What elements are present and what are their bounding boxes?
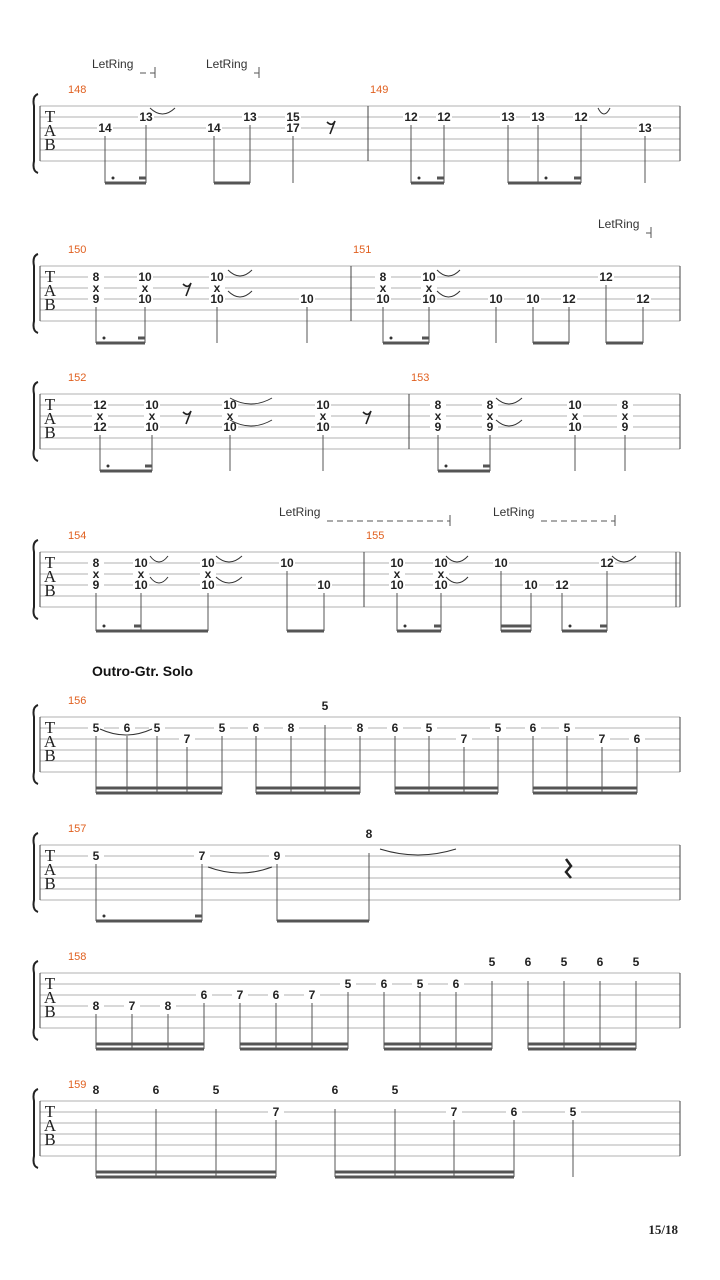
- fret-number: 10: [316, 420, 330, 434]
- fret-number: 10: [280, 556, 294, 570]
- fret-number: 12: [93, 398, 107, 412]
- fret-number: 5: [494, 721, 502, 735]
- tie-arc: [216, 577, 242, 583]
- tie-arc: [598, 108, 610, 114]
- fret-number: 10: [210, 292, 224, 306]
- tab-system: [34, 540, 681, 631]
- fret-number: 10: [317, 578, 331, 592]
- fret-number: x: [148, 409, 156, 423]
- fret-number: x: [137, 567, 145, 581]
- tab-clef-letter: B: [44, 746, 56, 765]
- fret-number: 17: [286, 121, 300, 135]
- fret-number: 6: [529, 721, 537, 735]
- fret-number: 5: [563, 721, 571, 735]
- tab-clef-letter: T: [44, 395, 56, 414]
- fret-number: 6: [452, 977, 460, 991]
- fret-number: 7: [460, 732, 468, 746]
- system-bracket: [34, 705, 39, 784]
- fret-number: x: [141, 281, 149, 295]
- fret-number: 9: [92, 578, 100, 592]
- tab-system: [34, 700, 681, 793]
- fret-number: 10: [434, 556, 448, 570]
- fret-number: x: [621, 409, 629, 423]
- measure-number: 148: [68, 84, 87, 96]
- fret-number: 10: [316, 398, 330, 412]
- system-bracket: [34, 94, 39, 173]
- fret-number: 5: [92, 849, 100, 863]
- fret-number: 6: [391, 721, 399, 735]
- tab-system: [34, 382, 681, 471]
- measure-number: 153: [411, 372, 430, 384]
- fret-number: 10: [489, 292, 503, 306]
- fret-number: 10: [145, 398, 159, 412]
- tab-clef-letter: B: [44, 423, 56, 442]
- dot: [390, 337, 393, 340]
- tie-arc: [228, 291, 252, 297]
- tab-system: [34, 828, 681, 921]
- let-ring-label: LetRing: [493, 505, 535, 519]
- fret-number: 10: [376, 292, 390, 306]
- fret-number: 10: [526, 292, 540, 306]
- fret-number: 8: [92, 999, 100, 1013]
- fret-number: 6: [524, 955, 532, 969]
- tab-clef-letter: A: [43, 732, 57, 751]
- quarter-rest: [566, 859, 571, 878]
- fret-number: x: [434, 409, 442, 423]
- tab-clef-letter: A: [43, 860, 57, 879]
- fret-number: 7: [450, 1105, 458, 1119]
- fret-number: 10: [568, 420, 582, 434]
- tab-clef-letter: A: [43, 988, 57, 1007]
- measure-number: 157: [68, 823, 87, 835]
- tab-clef-letter: B: [44, 581, 56, 600]
- tab-clef-letter: A: [43, 1116, 57, 1135]
- fret-number: x: [437, 567, 445, 581]
- fret-number: 6: [200, 988, 208, 1002]
- system-bracket: [34, 382, 39, 461]
- fret-number: 10: [422, 292, 436, 306]
- fret-number: 10: [390, 578, 404, 592]
- tab-clef-letter: A: [43, 567, 57, 586]
- eighth-rest: [183, 411, 191, 424]
- eighth-rest: [183, 283, 191, 296]
- fret-number: 10: [524, 578, 538, 592]
- fret-number: 10: [300, 292, 314, 306]
- fret-number: x: [571, 409, 579, 423]
- tie-arc: [150, 556, 168, 562]
- fret-number: 5: [321, 699, 329, 713]
- fret-number: x: [96, 409, 104, 423]
- fret-number: 8: [379, 270, 387, 284]
- fret-number: 5: [153, 721, 161, 735]
- fret-number: 12: [636, 292, 650, 306]
- fret-number: 5: [212, 1083, 220, 1097]
- measure-number: 152: [68, 372, 87, 384]
- tab-clef-letter: T: [44, 553, 56, 572]
- tab-clef-letter: B: [44, 874, 56, 893]
- fret-number: 9: [273, 849, 281, 863]
- fret-number: 9: [92, 292, 100, 306]
- tab-clef-letter: T: [44, 846, 56, 865]
- tab-system: [34, 254, 681, 343]
- fret-number: 7: [128, 999, 136, 1013]
- fret-number: 10: [138, 270, 152, 284]
- fret-number: 10: [134, 578, 148, 592]
- fret-number: x: [92, 281, 100, 295]
- fret-number: 12: [404, 110, 418, 124]
- page-number: 15/18: [648, 1222, 678, 1237]
- fret-number: 7: [198, 849, 206, 863]
- fret-number: 10: [434, 578, 448, 592]
- fret-number: 5: [92, 721, 100, 735]
- tab-clef-letter: T: [44, 1102, 56, 1121]
- fret-number: 7: [183, 732, 191, 746]
- let-ring-label: LetRing: [206, 57, 248, 71]
- tab-clef-letter: B: [44, 135, 56, 154]
- dot: [569, 625, 572, 628]
- measure-number: 159: [68, 1079, 87, 1091]
- tie-arc: [208, 867, 272, 873]
- dot: [103, 915, 106, 918]
- fret-number: 9: [434, 420, 442, 434]
- fret-number: 12: [93, 420, 107, 434]
- tie-arc: [446, 577, 468, 583]
- system-bracket: [34, 254, 39, 333]
- tab-clef-letter: T: [44, 267, 56, 286]
- fret-number: 5: [218, 721, 226, 735]
- fret-number: 10: [223, 398, 237, 412]
- tab-clef-letter: B: [44, 295, 56, 314]
- measure-number: 155: [366, 530, 385, 542]
- measure-number: 151: [353, 244, 372, 256]
- fret-number: 8: [287, 721, 295, 735]
- fret-number: 10: [201, 578, 215, 592]
- tie-arc: [150, 577, 168, 583]
- tie-arc: [437, 291, 460, 297]
- system-bracket: [34, 540, 39, 619]
- fret-number: 10: [134, 556, 148, 570]
- fret-number: 8: [92, 1083, 100, 1097]
- fret-number: 5: [560, 955, 568, 969]
- fret-number: 12: [437, 110, 451, 124]
- tab-clef-letter: B: [44, 1130, 56, 1149]
- fret-number: 15: [286, 110, 300, 124]
- fret-number: x: [379, 281, 387, 295]
- let-ring-label: LetRing: [92, 57, 134, 71]
- fret-number: 12: [555, 578, 569, 592]
- eighth-rest: [363, 411, 371, 424]
- tie-arc: [496, 420, 522, 426]
- fret-number: 10: [494, 556, 508, 570]
- fret-number: x: [486, 409, 494, 423]
- fret-number: 13: [139, 110, 153, 124]
- tie-arc: [380, 849, 456, 855]
- fret-number: 8: [434, 398, 442, 412]
- fret-number: 6: [380, 977, 388, 991]
- fret-number: 5: [416, 977, 424, 991]
- tab-system: [34, 1084, 681, 1177]
- fret-number: 5: [391, 1083, 399, 1097]
- fret-number: 8: [365, 827, 373, 841]
- fret-number: 5: [569, 1105, 577, 1119]
- fret-number: 6: [272, 988, 280, 1002]
- tie-arc: [446, 556, 468, 562]
- fret-number: 7: [598, 732, 606, 746]
- fret-number: 10: [138, 292, 152, 306]
- tab-clef-letter: A: [43, 281, 57, 300]
- system-bracket: [34, 961, 39, 1040]
- fret-number: x: [226, 409, 234, 423]
- fret-number: x: [92, 567, 100, 581]
- fret-number: 13: [531, 110, 545, 124]
- fret-number: 14: [207, 121, 221, 135]
- fret-number: x: [319, 409, 327, 423]
- fret-number: 8: [356, 721, 364, 735]
- let-ring-label: LetRing: [598, 217, 640, 231]
- fret-number: 8: [92, 270, 100, 284]
- fret-number: 8: [92, 556, 100, 570]
- fret-number: 13: [638, 121, 652, 135]
- tab-clef-letter: T: [44, 974, 56, 993]
- tab-clef-letter: A: [43, 409, 57, 428]
- fret-number: 7: [236, 988, 244, 1002]
- fret-number: 9: [621, 420, 629, 434]
- fret-number: 14: [98, 121, 112, 135]
- fret-number: 10: [223, 420, 237, 434]
- fret-number: x: [213, 281, 221, 295]
- fret-number: 6: [633, 732, 641, 746]
- fret-number: 5: [488, 955, 496, 969]
- tie-arc: [216, 556, 242, 562]
- fret-number: 10: [145, 420, 159, 434]
- measure-number: 149: [370, 84, 389, 96]
- fret-number: 5: [425, 721, 433, 735]
- fret-number: 5: [344, 977, 352, 991]
- fret-number: 8: [486, 398, 494, 412]
- fret-number: 12: [562, 292, 576, 306]
- fret-number: 10: [390, 556, 404, 570]
- fret-number: 12: [574, 110, 588, 124]
- measure-number: 154: [68, 530, 87, 542]
- dot: [418, 177, 421, 180]
- tie-arc: [228, 270, 252, 276]
- measure-number: 158: [68, 951, 87, 963]
- fret-number: 6: [596, 955, 604, 969]
- fret-number: x: [393, 567, 401, 581]
- fret-number: 8: [164, 999, 172, 1013]
- tie-arc: [496, 398, 522, 404]
- fret-number: 5: [632, 955, 640, 969]
- dot: [445, 465, 448, 468]
- fret-number: 13: [243, 110, 257, 124]
- fret-number: x: [425, 281, 433, 295]
- dot: [103, 625, 106, 628]
- dot: [404, 625, 407, 628]
- tie-arc: [612, 556, 636, 562]
- fret-number: 10: [201, 556, 215, 570]
- fret-number: 10: [210, 270, 224, 284]
- dot: [545, 177, 548, 180]
- dot: [112, 177, 115, 180]
- dot: [107, 465, 110, 468]
- fret-number: 7: [272, 1105, 280, 1119]
- fret-number: 12: [600, 556, 614, 570]
- fret-number: 8: [621, 398, 629, 412]
- fret-number: 10: [422, 270, 436, 284]
- measure-number: 150: [68, 244, 87, 256]
- fret-number: 12: [599, 270, 613, 284]
- measure-number: 156: [68, 695, 87, 707]
- tab-system: [34, 94, 681, 183]
- tab-clef-letter: A: [43, 121, 57, 140]
- tab-clef-letter: B: [44, 1002, 56, 1021]
- fret-number: x: [204, 567, 212, 581]
- fret-number: 10: [568, 398, 582, 412]
- fret-number: 13: [501, 110, 515, 124]
- tab-clef-letter: T: [44, 107, 56, 126]
- fret-number: 6: [331, 1083, 339, 1097]
- tie-arc: [437, 270, 460, 276]
- system-bracket: [34, 1089, 39, 1168]
- fret-number: 6: [152, 1083, 160, 1097]
- tab-clef-letter: T: [44, 718, 56, 737]
- fret-number: 9: [486, 420, 494, 434]
- fret-number: 6: [252, 721, 260, 735]
- fret-number: 7: [308, 988, 316, 1002]
- section-label: Outro-Gtr. Solo: [92, 663, 194, 679]
- fret-number: 6: [123, 721, 131, 735]
- system-bracket: [34, 833, 39, 912]
- let-ring-label: LetRing: [279, 505, 321, 519]
- fret-number: 6: [510, 1105, 518, 1119]
- dot: [103, 337, 106, 340]
